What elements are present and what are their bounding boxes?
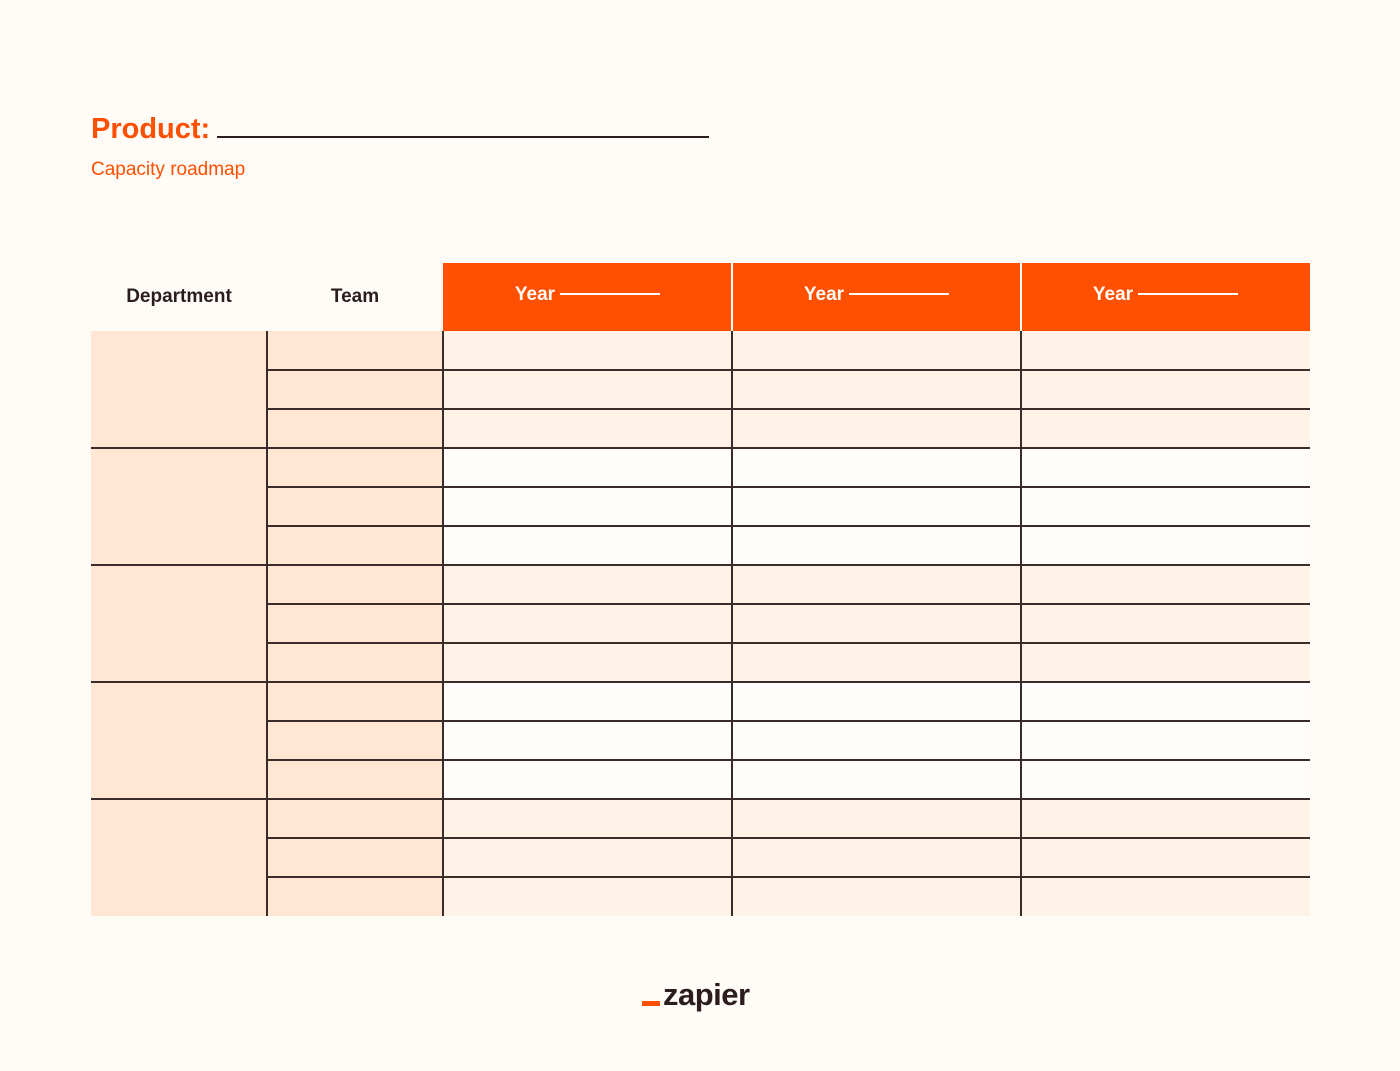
year-cell[interactable] — [1021, 409, 1310, 448]
header-separator — [731, 263, 733, 331]
year-cell[interactable] — [443, 409, 732, 448]
year-label: Year — [1092, 284, 1134, 305]
team-cell[interactable] — [267, 604, 443, 643]
year-cell[interactable] — [1021, 331, 1310, 370]
team-cell[interactable] — [267, 721, 443, 760]
year-blank — [849, 293, 949, 295]
year-cell[interactable] — [1021, 799, 1310, 838]
logo-underscore-mark — [642, 1001, 660, 1006]
department-cell[interactable] — [91, 448, 267, 565]
year-cell[interactable] — [443, 487, 732, 526]
year-column-header-1 — [443, 263, 732, 331]
team-cell[interactable] — [267, 877, 443, 916]
year-cell[interactable] — [1021, 370, 1310, 409]
year-cell[interactable] — [1021, 526, 1310, 565]
row-divider — [267, 876, 1310, 878]
year-cell[interactable] — [443, 565, 732, 604]
team-cell[interactable] — [267, 370, 443, 409]
year-cell[interactable] — [1021, 487, 1310, 526]
row-divider — [267, 525, 1310, 527]
column-divider — [1020, 331, 1022, 916]
year-cell[interactable] — [443, 838, 732, 877]
team-cell[interactable] — [267, 526, 443, 565]
column-divider — [266, 331, 268, 916]
year-cell[interactable] — [443, 526, 732, 565]
year-cell[interactable] — [1021, 565, 1310, 604]
year-cell[interactable] — [732, 682, 1021, 721]
group-divider — [91, 564, 1310, 566]
year-cell[interactable] — [732, 565, 1021, 604]
year-cell[interactable] — [443, 604, 732, 643]
year-cell[interactable] — [1021, 448, 1310, 487]
year-blank — [1138, 293, 1238, 295]
year-blank — [560, 293, 660, 295]
year-cell[interactable] — [443, 643, 732, 682]
year-cell[interactable] — [732, 370, 1021, 409]
year-cell[interactable] — [1021, 877, 1310, 916]
logo-wordmark: zapier — [663, 977, 750, 1012]
team-cell[interactable] — [267, 448, 443, 487]
team-cell[interactable] — [267, 487, 443, 526]
team-cell[interactable] — [267, 565, 443, 604]
subtitle: Capacity roadmap — [91, 159, 246, 180]
year-label: Year — [514, 284, 556, 305]
year-cell[interactable] — [1021, 838, 1310, 877]
year-label: Year — [803, 284, 845, 305]
year-cell[interactable] — [732, 331, 1021, 370]
team-cell[interactable] — [267, 643, 443, 682]
group-divider — [91, 798, 1310, 800]
row-divider — [267, 720, 1310, 722]
product-name-blank — [217, 136, 709, 138]
team-cell[interactable] — [267, 331, 443, 370]
header-separator — [1020, 263, 1022, 331]
zapier-logo — [642, 978, 750, 1012]
year-cell[interactable] — [732, 487, 1021, 526]
year-cell[interactable] — [732, 448, 1021, 487]
department-cell[interactable] — [91, 565, 267, 682]
year-cell[interactable] — [732, 526, 1021, 565]
year-cell[interactable] — [732, 760, 1021, 799]
year-cell[interactable] — [1021, 760, 1310, 799]
year-cell[interactable] — [1021, 643, 1310, 682]
department-cell[interactable] — [91, 799, 267, 916]
year-cell[interactable] — [443, 448, 732, 487]
row-divider — [267, 486, 1310, 488]
team-column-header: Team — [330, 286, 380, 307]
row-divider — [267, 837, 1310, 839]
year-column-header-2 — [732, 263, 1021, 331]
row-divider — [267, 408, 1310, 410]
year-column-header-3 — [1021, 263, 1310, 331]
department-cell[interactable] — [91, 682, 267, 799]
year-cell[interactable] — [1021, 682, 1310, 721]
group-divider — [91, 681, 1310, 683]
year-cell[interactable] — [732, 838, 1021, 877]
capacity-roadmap-table — [91, 263, 1310, 916]
document-header — [91, 111, 709, 181]
row-divider — [267, 642, 1310, 644]
department-column-header: Department — [126, 286, 232, 307]
year-cell[interactable] — [732, 409, 1021, 448]
year-cell[interactable] — [732, 721, 1021, 760]
year-cell[interactable] — [443, 331, 732, 370]
year-cell[interactable] — [1021, 604, 1310, 643]
year-cell[interactable] — [732, 604, 1021, 643]
year-cell[interactable] — [443, 370, 732, 409]
column-divider — [731, 331, 733, 916]
team-cell[interactable] — [267, 682, 443, 721]
row-divider — [267, 759, 1310, 761]
year-cell[interactable] — [443, 760, 732, 799]
row-divider — [267, 603, 1310, 605]
row-divider — [267, 369, 1310, 371]
team-cell[interactable] — [267, 799, 443, 838]
team-cell[interactable] — [267, 838, 443, 877]
year-cell[interactable] — [443, 721, 732, 760]
year-cell[interactable] — [732, 877, 1021, 916]
year-cell[interactable] — [732, 799, 1021, 838]
year-cell[interactable] — [443, 799, 732, 838]
year-cell[interactable] — [443, 877, 732, 916]
year-cell[interactable] — [732, 643, 1021, 682]
team-cell[interactable] — [267, 760, 443, 799]
group-divider — [91, 447, 1310, 449]
column-divider — [442, 331, 444, 916]
team-cell[interactable] — [267, 409, 443, 448]
year-cell[interactable] — [1021, 721, 1310, 760]
year-cell[interactable] — [443, 682, 732, 721]
product-title: Product: — [91, 113, 211, 145]
department-cell[interactable] — [91, 331, 267, 448]
